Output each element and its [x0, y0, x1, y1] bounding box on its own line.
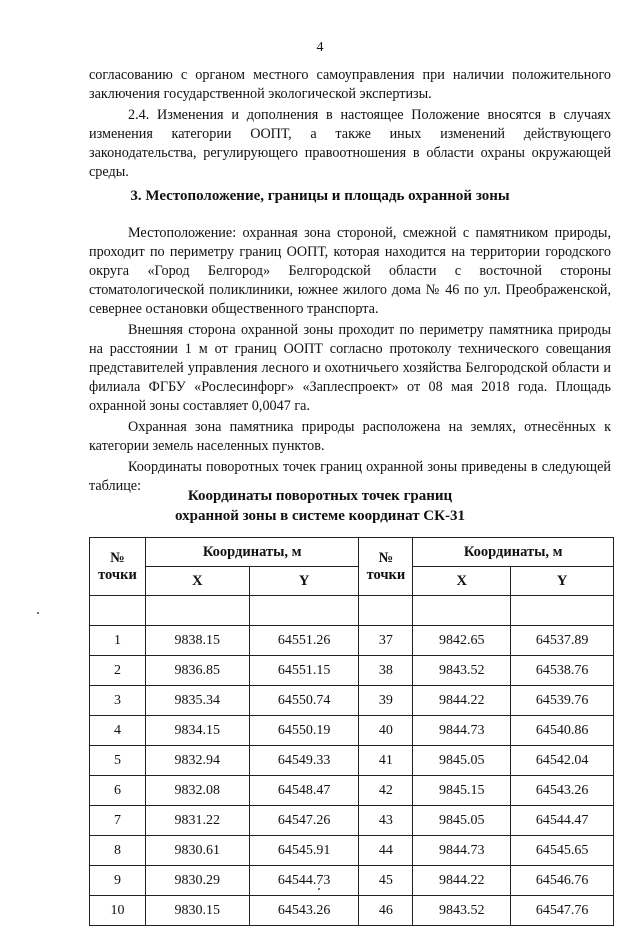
table-cell: 64545.65	[511, 836, 614, 866]
table-cell: 64551.15	[249, 656, 359, 686]
table-cell: 64550.19	[249, 716, 359, 746]
paragraph-2-4: 2.4. Изменения и дополнения в настоящее Положение вносятся в случаях изменения категории ООПТ, а также иных изменений действующего законодательства, регулирующего правоотношения в области охраны окружающей среды.	[89, 107, 611, 180]
table-cell: 8	[90, 836, 146, 866]
table-cell: 7	[90, 806, 146, 836]
table-cell: 9844.22	[413, 866, 511, 896]
table-cell: 64551.26	[249, 626, 359, 656]
table-cell: 9832.08	[145, 776, 249, 806]
table-cell: 9843.52	[413, 656, 511, 686]
intro-text	[89, 66, 611, 182]
section-title: 3. Местоположение, границы и площадь охранной зоны	[130, 188, 510, 204]
table-cell: 9830.15	[145, 896, 249, 926]
table-cell: 64548.47	[249, 776, 359, 806]
table-cell: 64546.76	[511, 866, 614, 896]
table-cell: 64544.73	[249, 866, 359, 896]
table-row	[90, 866, 614, 896]
table-cell: 64540.86	[511, 716, 614, 746]
table-cell: 64547.76	[511, 896, 614, 926]
coordinates-table	[89, 537, 614, 926]
table-row	[90, 776, 614, 806]
paragraph-location: Местоположение: охранная зона стороной, смежной с памятником природы, проходит по периметру границ ООПТ, которая находится на территории городского округа «Город Белгород» Белгородской области с восточной стороны стоматологической поликлиники, южнее жилого дома № 46 по ул. Преображенской, севернее остановки общественного транспорта.	[89, 225, 611, 317]
table-cell: 9835.34	[145, 686, 249, 716]
table-cell: 46	[359, 896, 413, 926]
paragraph-land-category: Охранная зона памятника природы расположена на землях, отнесённых к категории земель населенных пунктов.	[89, 419, 611, 454]
table-cell: 45	[359, 866, 413, 896]
table-cell: 9838.15	[145, 626, 249, 656]
paragraph-continuation: согласованию с органом местного самоуправления при наличии положительного заключения государственной экологической экспертизы.	[89, 67, 611, 102]
table-cell: 5	[90, 746, 146, 776]
header-point-no-left: № точки	[90, 538, 146, 596]
table-cell: 64547.26	[249, 806, 359, 836]
table-cell: 42	[359, 776, 413, 806]
scan-speck	[318, 888, 320, 890]
table-row	[90, 656, 614, 686]
table-row	[90, 806, 614, 836]
paragraph-outer-side: Внешняя сторона охранной зоны проходит по периметру памятника природы на расстоянии 1 м от границ ООПТ согласно протоколу технического совещания представителей управления лесного и охотничьего хозяйства Белгородской области и филиала ФГБУ «Рослесинфорг» «Заплеспроект» от 08 мая 2018 года. Площадь охранной зоны составляет 0,0047 га.	[89, 322, 611, 414]
header-spacer-row	[90, 596, 614, 626]
table-row	[90, 716, 614, 746]
table-cell: 3	[90, 686, 146, 716]
table-cell: 9832.94	[145, 746, 249, 776]
table-cell: 6	[90, 776, 146, 806]
table-cell: 2	[90, 656, 146, 686]
table-cell: 64545.91	[249, 836, 359, 866]
header-x-right: X	[413, 567, 511, 596]
table-cell: 39	[359, 686, 413, 716]
table-cell: 1	[90, 626, 146, 656]
header-coords-right: Координаты, м	[413, 538, 614, 567]
table-cell: 9843.52	[413, 896, 511, 926]
table-cell: 64544.47	[511, 806, 614, 836]
header-point-no-right: № точки	[359, 538, 413, 596]
table-title-line-1: Координаты поворотных точек границ	[187, 488, 453, 504]
table-row	[90, 836, 614, 866]
table-cell: 9845.05	[413, 746, 511, 776]
table-cell: 37	[359, 626, 413, 656]
table-cell: 9844.73	[413, 836, 511, 866]
scan-speck	[37, 612, 39, 614]
table-cell: 44	[359, 836, 413, 866]
section-body	[89, 224, 611, 496]
table-cell: 64550.74	[249, 686, 359, 716]
table-cell: 9831.22	[145, 806, 249, 836]
table-cell: 64543.26	[249, 896, 359, 926]
table-cell: 9844.73	[413, 716, 511, 746]
table-cell: 64549.33	[249, 746, 359, 776]
table-cell: 43	[359, 806, 413, 836]
table-title	[0, 486, 640, 526]
table-cell: 9845.05	[413, 806, 511, 836]
table-row	[90, 746, 614, 776]
table-cell: 38	[359, 656, 413, 686]
header-y-left: Y	[249, 567, 359, 596]
table-cell: 64538.76	[511, 656, 614, 686]
table-cell: 9842.65	[413, 626, 511, 656]
table-row	[90, 686, 614, 716]
table-title-line-2: охранной зоны в системе координат СК-31	[174, 508, 466, 524]
table-cell: 9836.85	[145, 656, 249, 686]
table-cell: 64537.89	[511, 626, 614, 656]
header-y-right: Y	[511, 567, 614, 596]
table-row	[90, 626, 614, 656]
header-x-left: X	[145, 567, 249, 596]
table-cell: 9830.29	[145, 866, 249, 896]
table-cell: 40	[359, 716, 413, 746]
table-cell: 10	[90, 896, 146, 926]
page-number: 4	[316, 40, 324, 55]
table-row	[90, 896, 614, 926]
table-cell: 64543.26	[511, 776, 614, 806]
table-cell: 41	[359, 746, 413, 776]
table-cell: 9830.61	[145, 836, 249, 866]
table-cell: 9845.15	[413, 776, 511, 806]
header-coords-left: Координаты, м	[145, 538, 359, 567]
table-cell: 9	[90, 866, 146, 896]
table-cell: 9844.22	[413, 686, 511, 716]
table-cell: 4	[90, 716, 146, 746]
table-cell: 64542.04	[511, 746, 614, 776]
table-cell: 9834.15	[145, 716, 249, 746]
table-cell: 64539.76	[511, 686, 614, 716]
paragraph-coordinates-intro: Координаты поворотных точек границ охранной зоны приведены в следующей таблице:	[89, 459, 611, 494]
